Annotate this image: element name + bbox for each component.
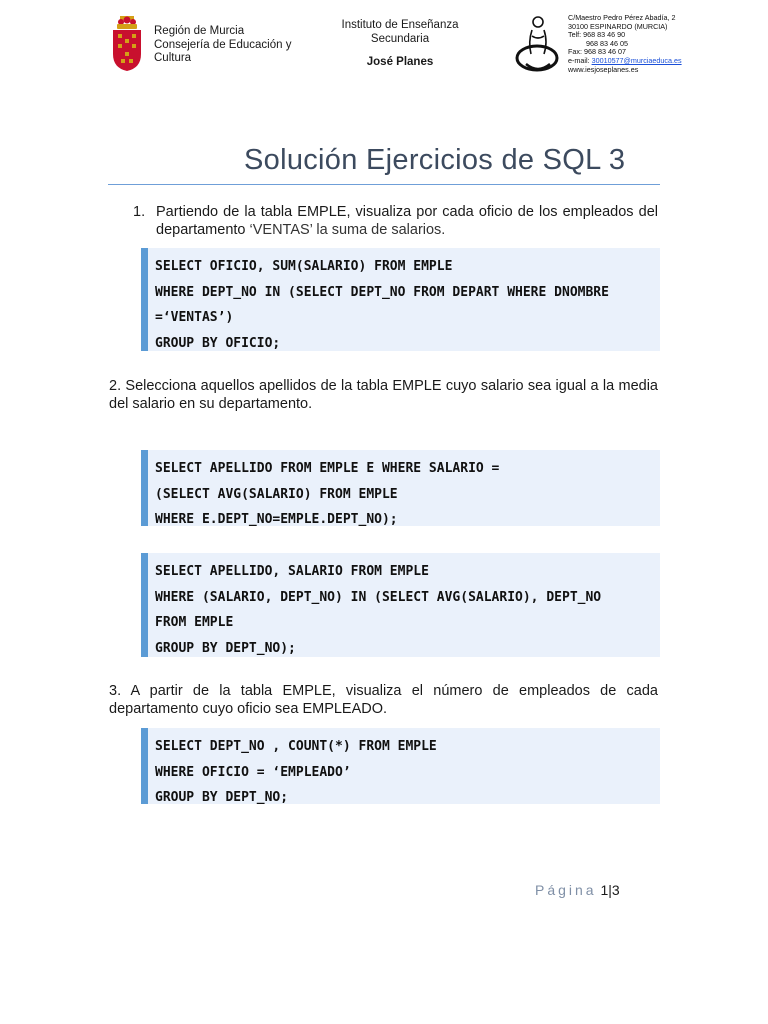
question-2-text: 2. Selecciona aquellos apellidos de la tabla EMPLE cuyo salario sea igual a la media del salario en su departamento. xyxy=(109,378,658,412)
page-total: 3 xyxy=(611,882,620,898)
region-line: Consejería de Educación y xyxy=(154,38,292,51)
question-2-code-b xyxy=(141,553,660,657)
contact-fax: Fax: 968 83 46 07 xyxy=(568,47,626,57)
code-line: SELECT DEPT_NO , COUNT(*) FROM EMPLE xyxy=(155,739,437,754)
question-1-text xyxy=(156,204,658,239)
document-header xyxy=(0,0,768,90)
code-line: =‘VENTAS’) xyxy=(155,310,234,326)
question-1-tail: ‘VENTAS’ la suma de salarios. xyxy=(249,221,446,238)
code-line: WHERE (SALARIO, DEPT_NO) IN (SELECT AVG(SALARIO), DEPT_NO xyxy=(155,589,602,605)
contact-info xyxy=(568,14,682,74)
contact-website: www.iesjoseplanes.es xyxy=(568,64,639,74)
contact-phone: 968 83 46 05 xyxy=(586,38,628,48)
institute-text xyxy=(330,19,470,70)
question-3-code xyxy=(141,728,660,804)
page-label: Página xyxy=(535,882,597,898)
page-number: 1 xyxy=(600,882,609,898)
title-underline xyxy=(108,184,660,185)
code-line: SELECT APELLIDO FROM EMPLE E WHERE SALARIO = xyxy=(155,461,500,476)
code-line: WHERE OFICIO = ‘EMPLEADO’ xyxy=(155,764,351,780)
contact-phone: Telf: 968 83 46 90 xyxy=(568,30,626,40)
document-title: Solución Ejercicios de SQL 3 xyxy=(244,144,626,176)
institute-name: José Planes xyxy=(366,56,434,68)
page-separator: | xyxy=(608,882,612,898)
school-logo xyxy=(514,12,560,74)
question-2-code-a xyxy=(141,450,660,526)
region-text xyxy=(154,25,291,66)
institute-line: Instituto de Enseñanza xyxy=(341,19,459,31)
code-line: (SELECT AVG(SALARIO) FROM EMPLE xyxy=(155,486,398,502)
contact-address: C/Maestro Pedro Pérez Abadía, 2 xyxy=(568,13,676,22)
code-line: SELECT APELLIDO, SALARIO FROM EMPLE xyxy=(155,564,429,579)
code-line: SELECT OFICIO, SUM(SALARIO) FROM EMPLE xyxy=(155,259,453,274)
region-crest-logo xyxy=(111,14,143,72)
region-line: Cultura xyxy=(154,52,192,64)
question-1-number: 1. xyxy=(133,204,146,220)
contact-email-label: e-mail: xyxy=(568,55,592,65)
region-line: Región de Murcia xyxy=(154,25,245,37)
institute-line: Secundaria xyxy=(370,32,430,45)
code-line: FROM EMPLE xyxy=(155,615,234,631)
question-3-text: 3. A partir de la tabla EMPLE, visualiza el número de empleados de cada departamento cuyo oficio sea EMPLEADO. xyxy=(109,683,658,717)
code-line: WHERE DEPT_NO IN (SELECT DEPT_NO FROM DEPART WHERE DNOMBRE xyxy=(155,284,609,300)
code-line: GROUP BY OFICIO; xyxy=(155,336,281,352)
page-footer xyxy=(535,882,620,898)
code-line: WHERE E.DEPT_NO=EMPLE.DEPT_NO); xyxy=(155,512,398,528)
code-line: GROUP BY DEPT_NO; xyxy=(155,790,289,806)
question-1-code xyxy=(141,248,660,351)
code-line: GROUP BY DEPT_NO); xyxy=(155,641,296,657)
contact-email-link[interactable]: 30010577@murciaeduca.es xyxy=(591,55,682,65)
question-1-body: Partiendo de la tabla EMPLE, visualiza por cada oficio de los empleados del departamento xyxy=(156,204,658,238)
contact-city: 30100 ESPINARDO (MURCIA) xyxy=(568,21,668,31)
